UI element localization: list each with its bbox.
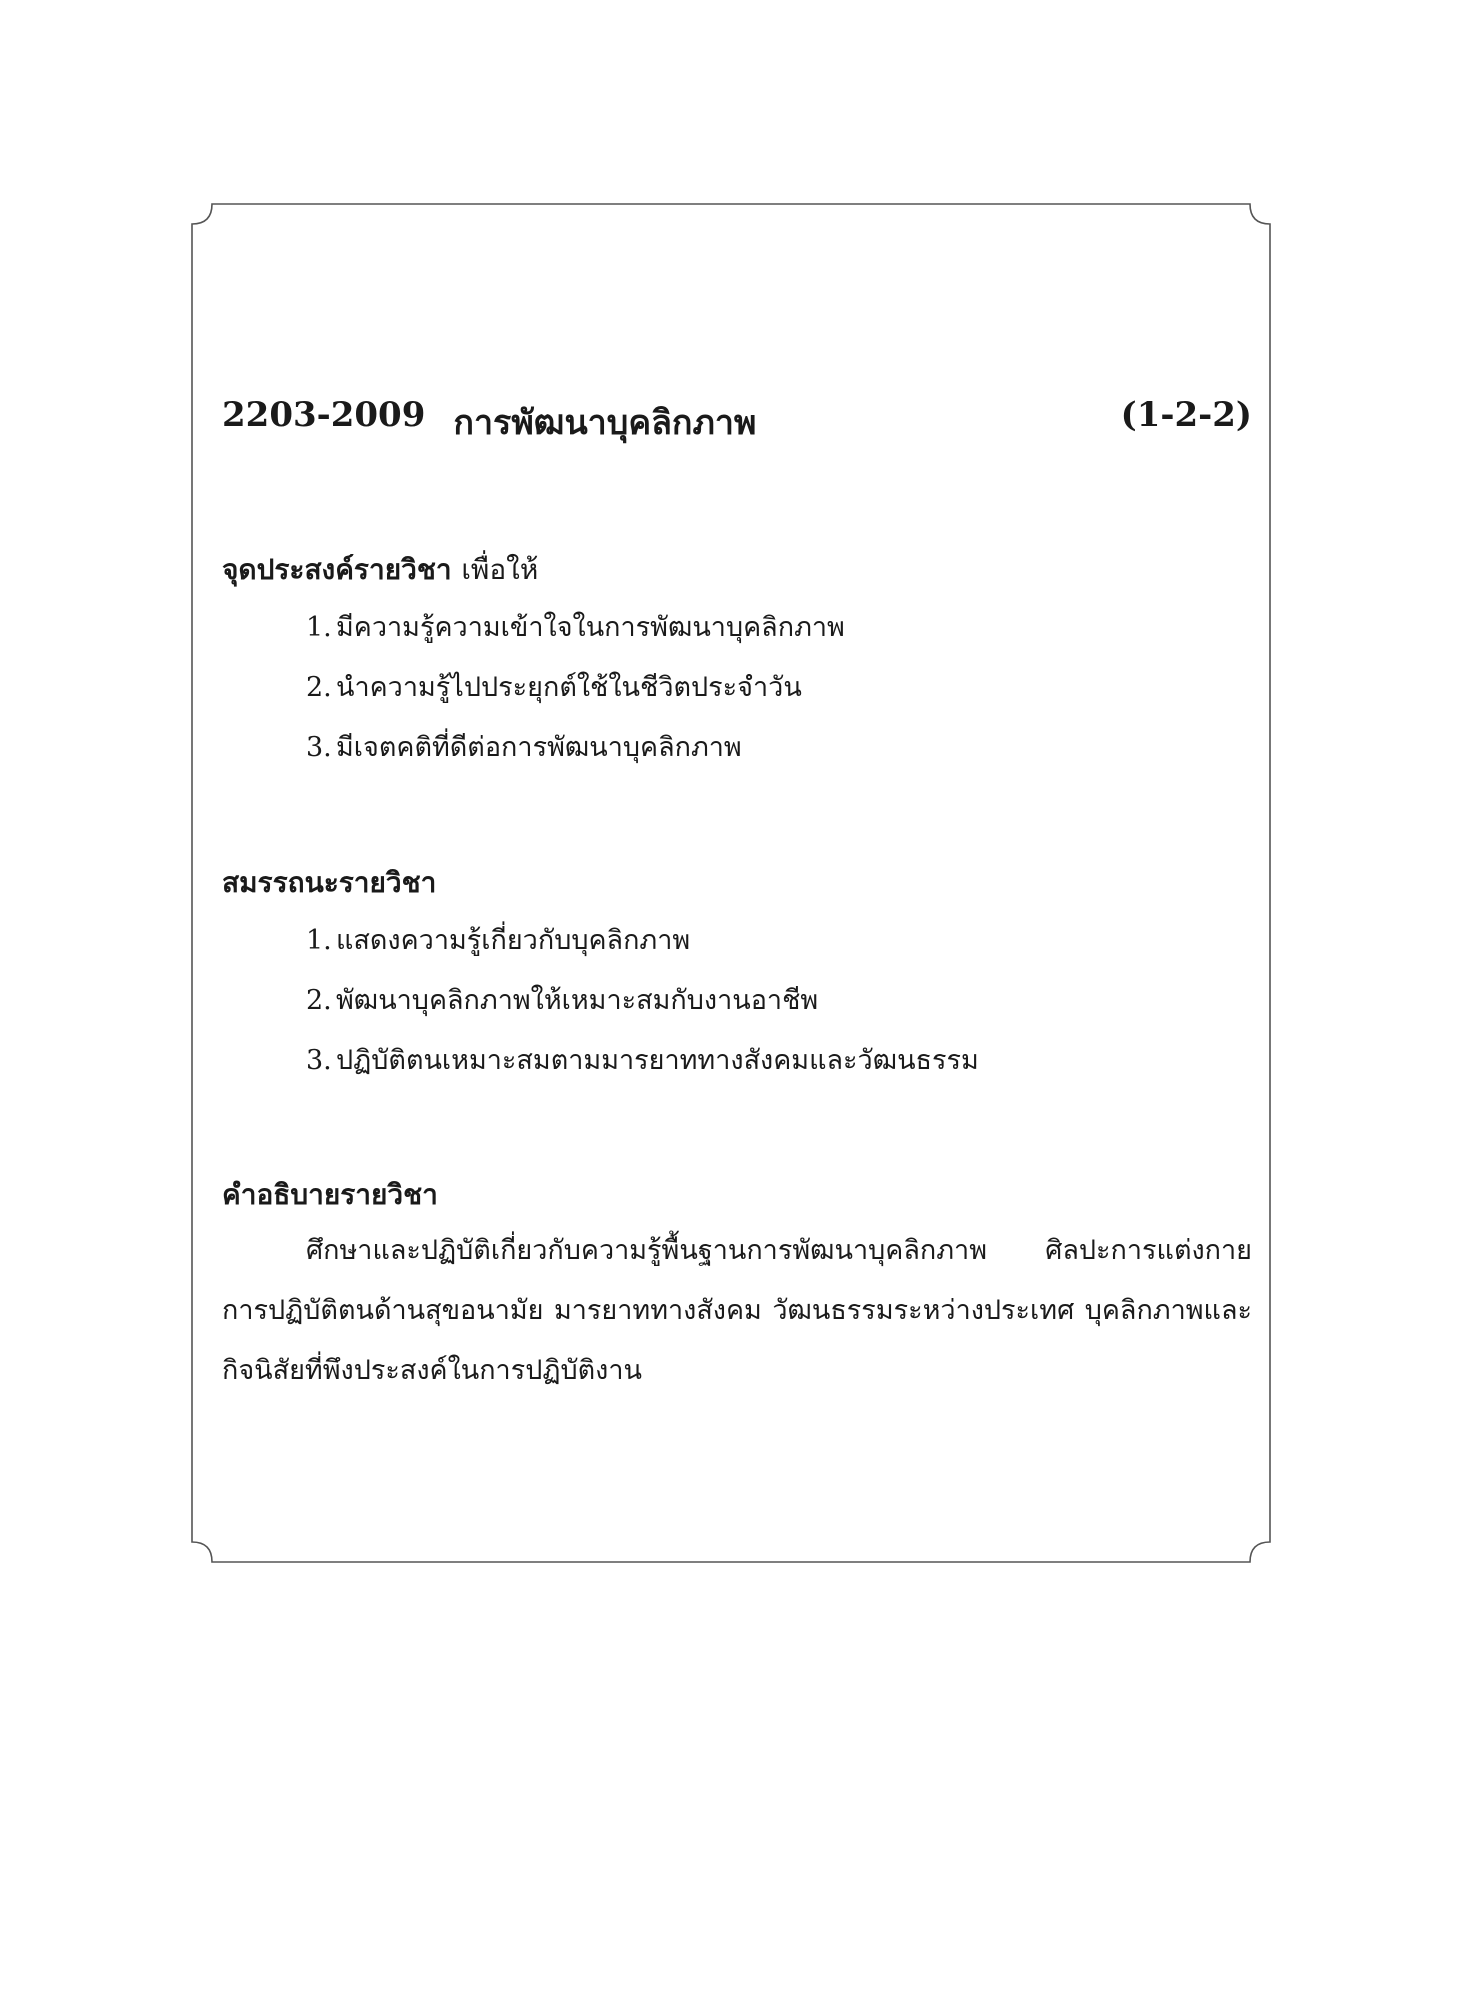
competencies-list bbox=[222, 921, 1252, 1081]
competencies-section bbox=[222, 863, 1252, 1101]
description-section bbox=[222, 1175, 1252, 1428]
document-content bbox=[222, 395, 1252, 1386]
course-header bbox=[222, 395, 1252, 455]
competencies-title: สมรรถนะรายวิชา bbox=[222, 866, 437, 899]
list-item: 1. แสดงความรู้เกี่ยวกับบุคลิกภาพ bbox=[306, 925, 691, 956]
objectives-title: จุดประสงค์รายวิชา เพื่อให้ bbox=[222, 553, 539, 586]
course-credits: (1-2-2) bbox=[1120, 395, 1252, 435]
course-title: การพัฒนาบุคลิกภาพ bbox=[453, 403, 757, 443]
list-item: 2. พัฒนาบุคลิกภาพให้เหมาะสมกับงานอาชีพ bbox=[306, 985, 819, 1016]
list-item: 3. มีเจตคติที่ดีต่อการพัฒนาบุคลิกภาพ bbox=[306, 732, 742, 763]
list-item: 1. มีความรู้ความเข้าใจในการพัฒนาบุคลิกภาพ bbox=[306, 612, 845, 643]
course-code: 2203-2009 bbox=[222, 395, 426, 435]
objectives-suffix: เพื่อให้ bbox=[461, 553, 539, 586]
objectives-section bbox=[222, 550, 1252, 788]
description-text: ศึกษาและปฏิบัติเกี่ยวกับความรู้พื้นฐานการพัฒนาบุคลิกภาพ ศิลปะการแต่งกาย การปฏิบัติตนด้านสุขอนามัย มารยาททางสังคม วัฒนธรรมระหว่างประเทศ บุคลิกภาพและกิจนิสัยที่พึงประสงค์ในการปฏิบัติงาน bbox=[222, 1235, 1252, 1386]
list-item: 2. นำความรู้ไปประยุกต์ใช้ในชีวิตประจำวัน bbox=[306, 672, 802, 703]
description-title: คำอธิบายรายวิชา bbox=[222, 1178, 438, 1211]
objectives-list bbox=[222, 608, 1252, 768]
list-item: 3. ปฏิบัติตนเหมาะสมตามมารยาททางสังคมและวัฒนธรรม bbox=[306, 1045, 979, 1076]
